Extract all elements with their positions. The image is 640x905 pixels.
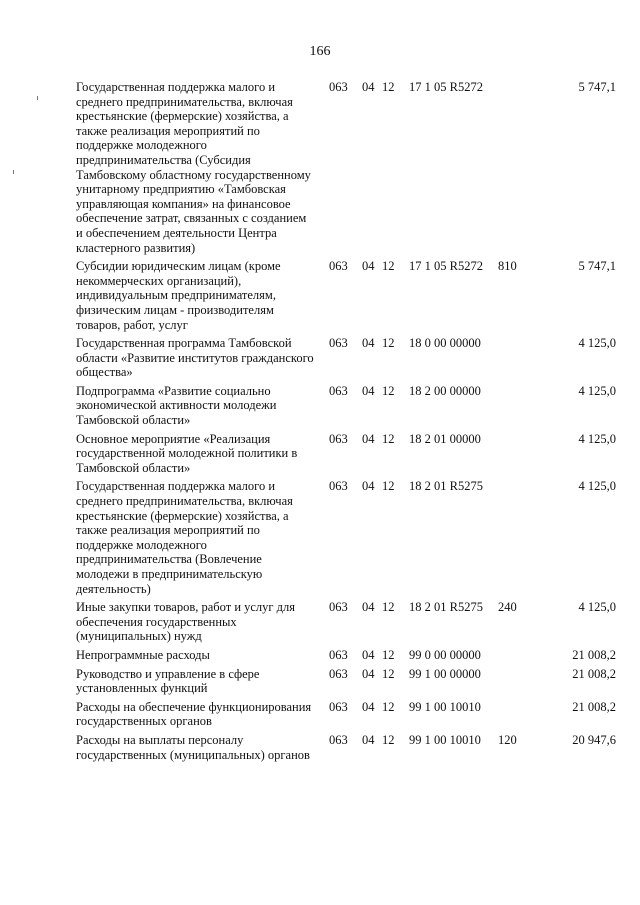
- subsection-code: 12: [382, 80, 395, 94]
- item-name: Государственная программа Тамбовской области «Развитие институтов гражданского общества»: [76, 336, 314, 380]
- target-article-code: 18 2 01 00000: [409, 431, 481, 446]
- ved-code: 063: [329, 600, 348, 615]
- amount: 4 125,0: [578, 479, 616, 494]
- amount: 21 008,2: [572, 699, 616, 714]
- budget-table: [76, 80, 616, 766]
- table-row: [76, 479, 616, 596]
- expense-type-code: 240: [498, 600, 517, 615]
- table-row: [76, 700, 616, 729]
- ved-code: 063: [329, 383, 348, 398]
- ved-code: 063: [329, 479, 348, 494]
- subsection-code: 12: [382, 732, 395, 747]
- ved-code: 063: [329, 647, 348, 662]
- table-row: [76, 336, 616, 380]
- table-row: [76, 733, 616, 762]
- section-code: 04: [362, 647, 375, 662]
- target-article-code: 18 2 01 R5275: [409, 600, 483, 615]
- section-code: 04: [362, 600, 375, 615]
- section-code: 04: [362, 80, 375, 94]
- subsection-code: 12: [382, 431, 395, 446]
- item-name: Иные закупки товаров, работ и услуг для обеспечения государственных (муниципальных) нужд: [76, 600, 296, 644]
- amount: 4 125,0: [578, 383, 616, 398]
- section-code: 04: [362, 479, 375, 494]
- section-code: 04: [362, 431, 375, 446]
- item-name: Непрограммные расходы: [76, 647, 210, 662]
- page-number: 166: [309, 44, 331, 59]
- section-code: 04: [362, 666, 375, 681]
- section-code: 04: [362, 336, 375, 351]
- table-row: [76, 384, 616, 428]
- table-row: [76, 432, 616, 476]
- item-name: Расходы на выплаты персоналу государственных (муниципальных) органов: [76, 732, 310, 762]
- item-name: Государственная поддержка малого и среднего предпринимательства, включая крестьянские (фермерские) хозяйства, а также реализация мероприятий по поддержке молодежного предпринимательства (Вовлечение молодежи в предпринимательскую деятельность): [76, 479, 293, 596]
- subsection-code: 12: [382, 383, 395, 398]
- ved-code: 063: [329, 732, 348, 747]
- target-article-code: 99 0 00 00000: [409, 647, 481, 662]
- section-code: 04: [362, 259, 375, 274]
- ved-code: 063: [329, 699, 348, 714]
- subsection-code: 12: [382, 479, 395, 494]
- amount: 4 125,0: [578, 431, 616, 446]
- section-code: 04: [362, 383, 375, 398]
- subsection-code: 12: [382, 336, 395, 351]
- target-article-code: 18 0 00 00000: [409, 336, 481, 351]
- target-article-code: 99 1 00 10010: [409, 732, 481, 747]
- target-article-code: 18 2 01 R5275: [409, 479, 483, 494]
- table-row: [76, 667, 616, 696]
- subsection-code: 12: [382, 699, 395, 714]
- amount: 21 008,2: [572, 666, 616, 681]
- subsection-code: 12: [382, 259, 395, 274]
- item-name: Подпрограмма «Развитие социально экономической активности молодежи Тамбовской области»: [76, 383, 277, 428]
- table-row: [76, 80, 616, 255]
- amount: 4 125,0: [578, 336, 616, 351]
- amount: 21 008,2: [572, 647, 616, 662]
- scan-mark: [37, 96, 38, 100]
- item-name: Субсидии юридическим лицам (кроме некоммерческих организаций), индивидуальным предпринимателям, физическим лицам - производителям товаров, работ, услуг: [76, 259, 281, 332]
- table-row: [76, 259, 616, 332]
- ved-code: 063: [329, 259, 348, 274]
- target-article-code: 17 1 05 R5272: [409, 259, 483, 274]
- target-article-code: 99 1 00 10010: [409, 699, 481, 714]
- ved-code: 063: [329, 336, 348, 351]
- ved-code: 063: [329, 80, 348, 94]
- subsection-code: 12: [382, 666, 395, 681]
- item-name: Расходы на обеспечение функционирования государственных органов: [76, 699, 312, 729]
- section-code: 04: [362, 732, 375, 747]
- amount: 5 747,1: [578, 80, 616, 94]
- amount: 5 747,1: [578, 259, 616, 274]
- table-row: [76, 648, 616, 663]
- ved-code: 063: [329, 431, 348, 446]
- item-name: Государственная поддержка малого и среднего предпринимательства, включая крестьянские (фермерские) хозяйства, а также реализация мероприятий по поддержке молодежного предпринимательства (Субсидия Тамбовскому областному государственному унитарному предприятию «Тамбовская управляющая компания» на финансовое обеспечение затрат, связанных с созданием и обеспечением деятельности Центра кластерного развития): [76, 80, 311, 255]
- amount: 20 947,6: [572, 732, 616, 747]
- ved-code: 063: [329, 666, 348, 681]
- item-name: Руководство и управление в сфере установленных функций: [76, 666, 260, 696]
- section-code: 04: [362, 699, 375, 714]
- target-article-code: 18 2 00 00000: [409, 383, 481, 398]
- target-article-code: 17 1 05 R5272: [409, 80, 483, 94]
- amount: 4 125,0: [578, 600, 616, 615]
- expense-type-code: 810: [498, 259, 517, 274]
- expense-type-code: 120: [498, 732, 517, 747]
- subsection-code: 12: [382, 647, 395, 662]
- subsection-code: 12: [382, 600, 395, 615]
- target-article-code: 99 1 00 00000: [409, 666, 481, 681]
- scan-mark: [13, 170, 14, 174]
- item-name: Основное мероприятие «Реализация государственной молодежной политики в Тамбовской области»: [76, 431, 298, 475]
- table-row: [76, 600, 616, 644]
